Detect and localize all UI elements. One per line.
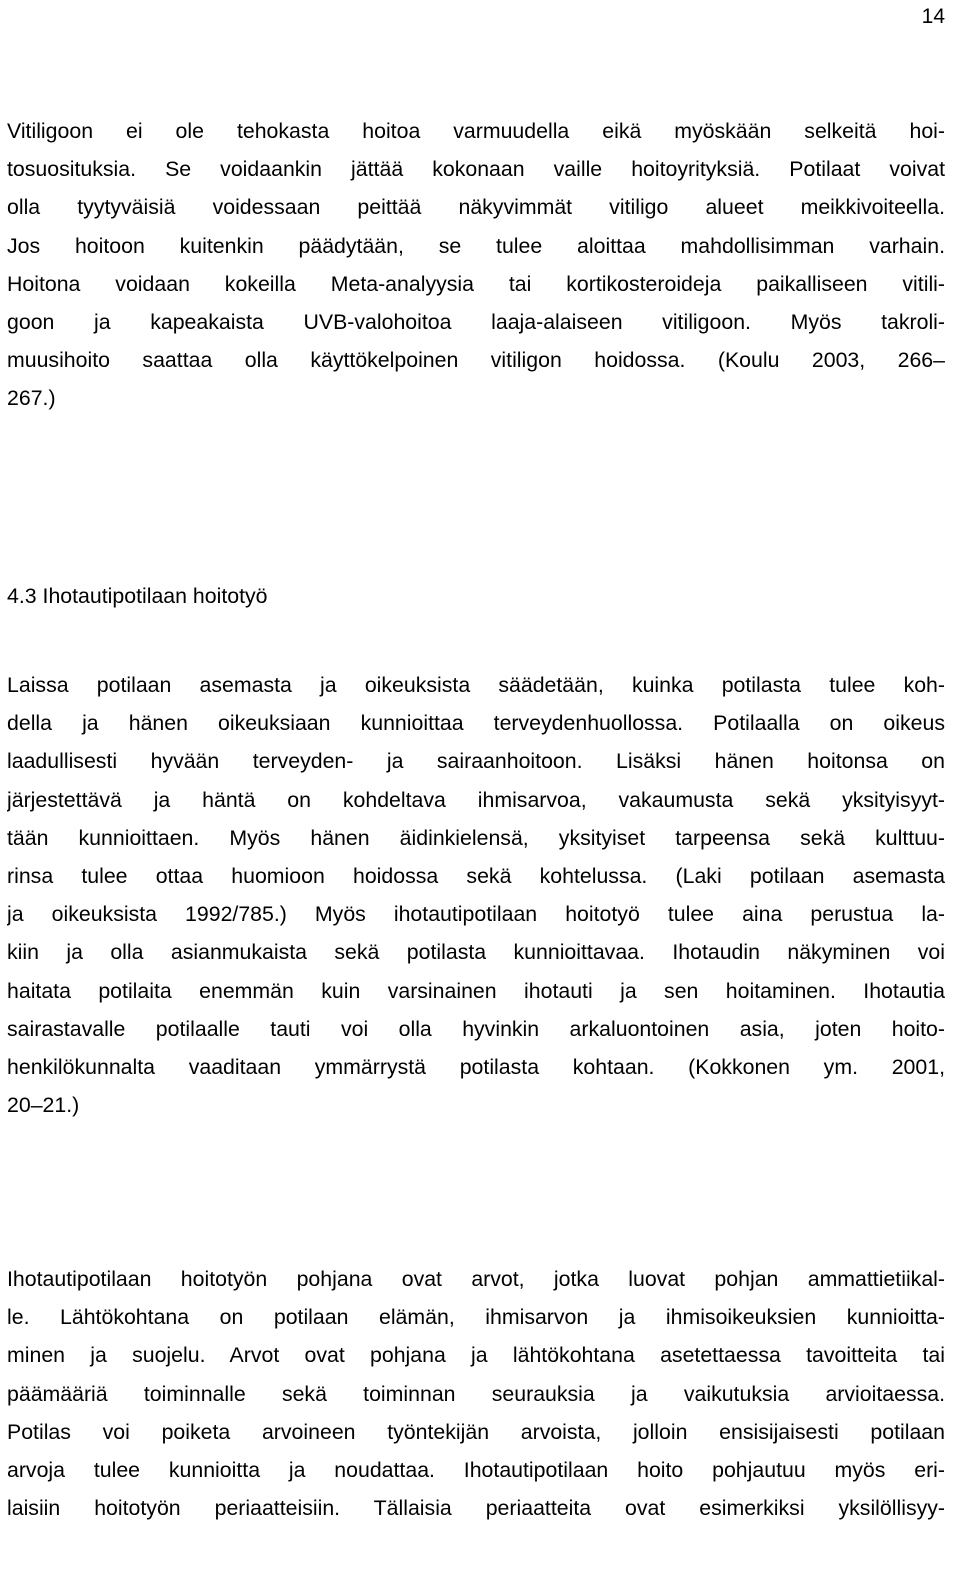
section-heading: 4.3 Ihotautipotilaan hoitotyö	[7, 584, 268, 608]
text-line: Hoitona voidaan kokeilla Meta-analyysia tai kortikosteroideja paikalliseen vitili-	[7, 271, 945, 296]
text-line: 267.)	[7, 386, 56, 411]
text-line: Vitiligoon ei ole tehokasta hoitoa varmuudella eikä myöskään selkeitä hoi-	[7, 119, 945, 143]
paragraph-vitiligo-treatment	[7, 112, 945, 418]
text-line: della ja hänen oikeuksiaan kunnioittaa terveydenhuollossa. Potilaalla on oikeus	[7, 711, 945, 736]
text-line: laisiin hoitotyön periaatteisiin. Tällaisia periaatteita ovat esimerkiksi yksilöllisyy-	[7, 1496, 945, 1521]
text-line: olla tyytyväisiä voidessaan peittää näkyvimmät vitiligo alueet meikkivoiteella.	[7, 195, 945, 220]
text-line: 20–21.)	[7, 1093, 80, 1118]
text-line: arvoja tulee kunnioitta ja noudattaa. Ihotautipotilaan hoito pohjautuu myös eri-	[7, 1457, 945, 1482]
text-line: sairastavalle potilaalle tauti voi olla hyvinkin arkaluontoinen asia, joten hoito-	[7, 1016, 945, 1041]
text-line: Jos hoitoon kuitenkin päädytään, se tulee aloittaa mahdollisimman varhain.	[7, 233, 945, 258]
text-line: goon ja kapeakaista UVB-valohoitoa laaja-alaiseen vitiligoon. Myös takroli-	[7, 309, 945, 334]
text-line: laadullisesti hyvään terveyden- ja sairaanhoitoon. Lisäksi hänen hoitonsa on	[7, 749, 945, 774]
text-line: tosuosituksia. Se voidaankin jättää kokonaan vaille hoitoyrityksiä. Potilaat voivat	[7, 157, 945, 182]
text-line: rinsa tulee ottaa huomioon hoidossa sekä kohtelussa. (Laki potilaan asemasta	[7, 863, 945, 888]
text-line: Laissa potilaan asemasta ja oikeuksista säädetään, kuinka potilasta tulee koh-	[7, 673, 945, 697]
text-line: muusihoito saattaa olla käyttökelpoinen vitiligon hoidossa. (Koulu 2003, 266–	[7, 348, 945, 373]
text-line: Ihotautipotilaan hoitotyön pohjana ovat arvot, jotka luovat pohjan ammattietiikal-	[7, 1267, 945, 1291]
text-line: ja oikeuksista 1992/785.) Myös ihotautipotilaan hoitotyö tulee aina perustua la-	[7, 902, 945, 927]
page-number: 14	[921, 5, 945, 28]
paragraph-patient-rights	[7, 666, 945, 1124]
text-line: henkilökunnalta vaaditaan ymmärrystä potilasta kohtaan. (Kokkonen ym. 2001,	[7, 1054, 945, 1079]
text-line: haitata potilaita enemmän kuin varsinainen ihotauti ja sen hoitaminen. Ihotautia	[7, 978, 945, 1003]
text-line: Potilas voi poiketa arvoineen työntekijän arvoista, jolloin ensisijaisesti potilaan	[7, 1419, 945, 1444]
text-line: järjestettävä ja häntä on kohdeltava ihmisarvoa, vakaumusta sekä yksityisyyt-	[7, 787, 945, 812]
text-line: le. Lähtökohtana on potilaan elämän, ihmisarvon ja ihmisoikeuksien kunnioitta-	[7, 1305, 945, 1330]
text-line: päämääriä toiminnalle sekä toiminnan seurauksia ja vaikutuksia arvioitaessa.	[7, 1381, 945, 1406]
text-line: kiin ja olla asianmukaista sekä potilasta kunnioittavaa. Ihotaudin näkyminen voi	[7, 940, 945, 965]
paragraph-care-values	[7, 1260, 945, 1527]
text-line: tään kunnioittaen. Myös hänen äidinkielensä, yksityiset tarpeensa sekä kulttuu-	[7, 825, 945, 850]
text-line: minen ja suojelu. Arvot ovat pohjana ja lähtökohtana asetettaessa tavoitteita tai	[7, 1343, 945, 1368]
